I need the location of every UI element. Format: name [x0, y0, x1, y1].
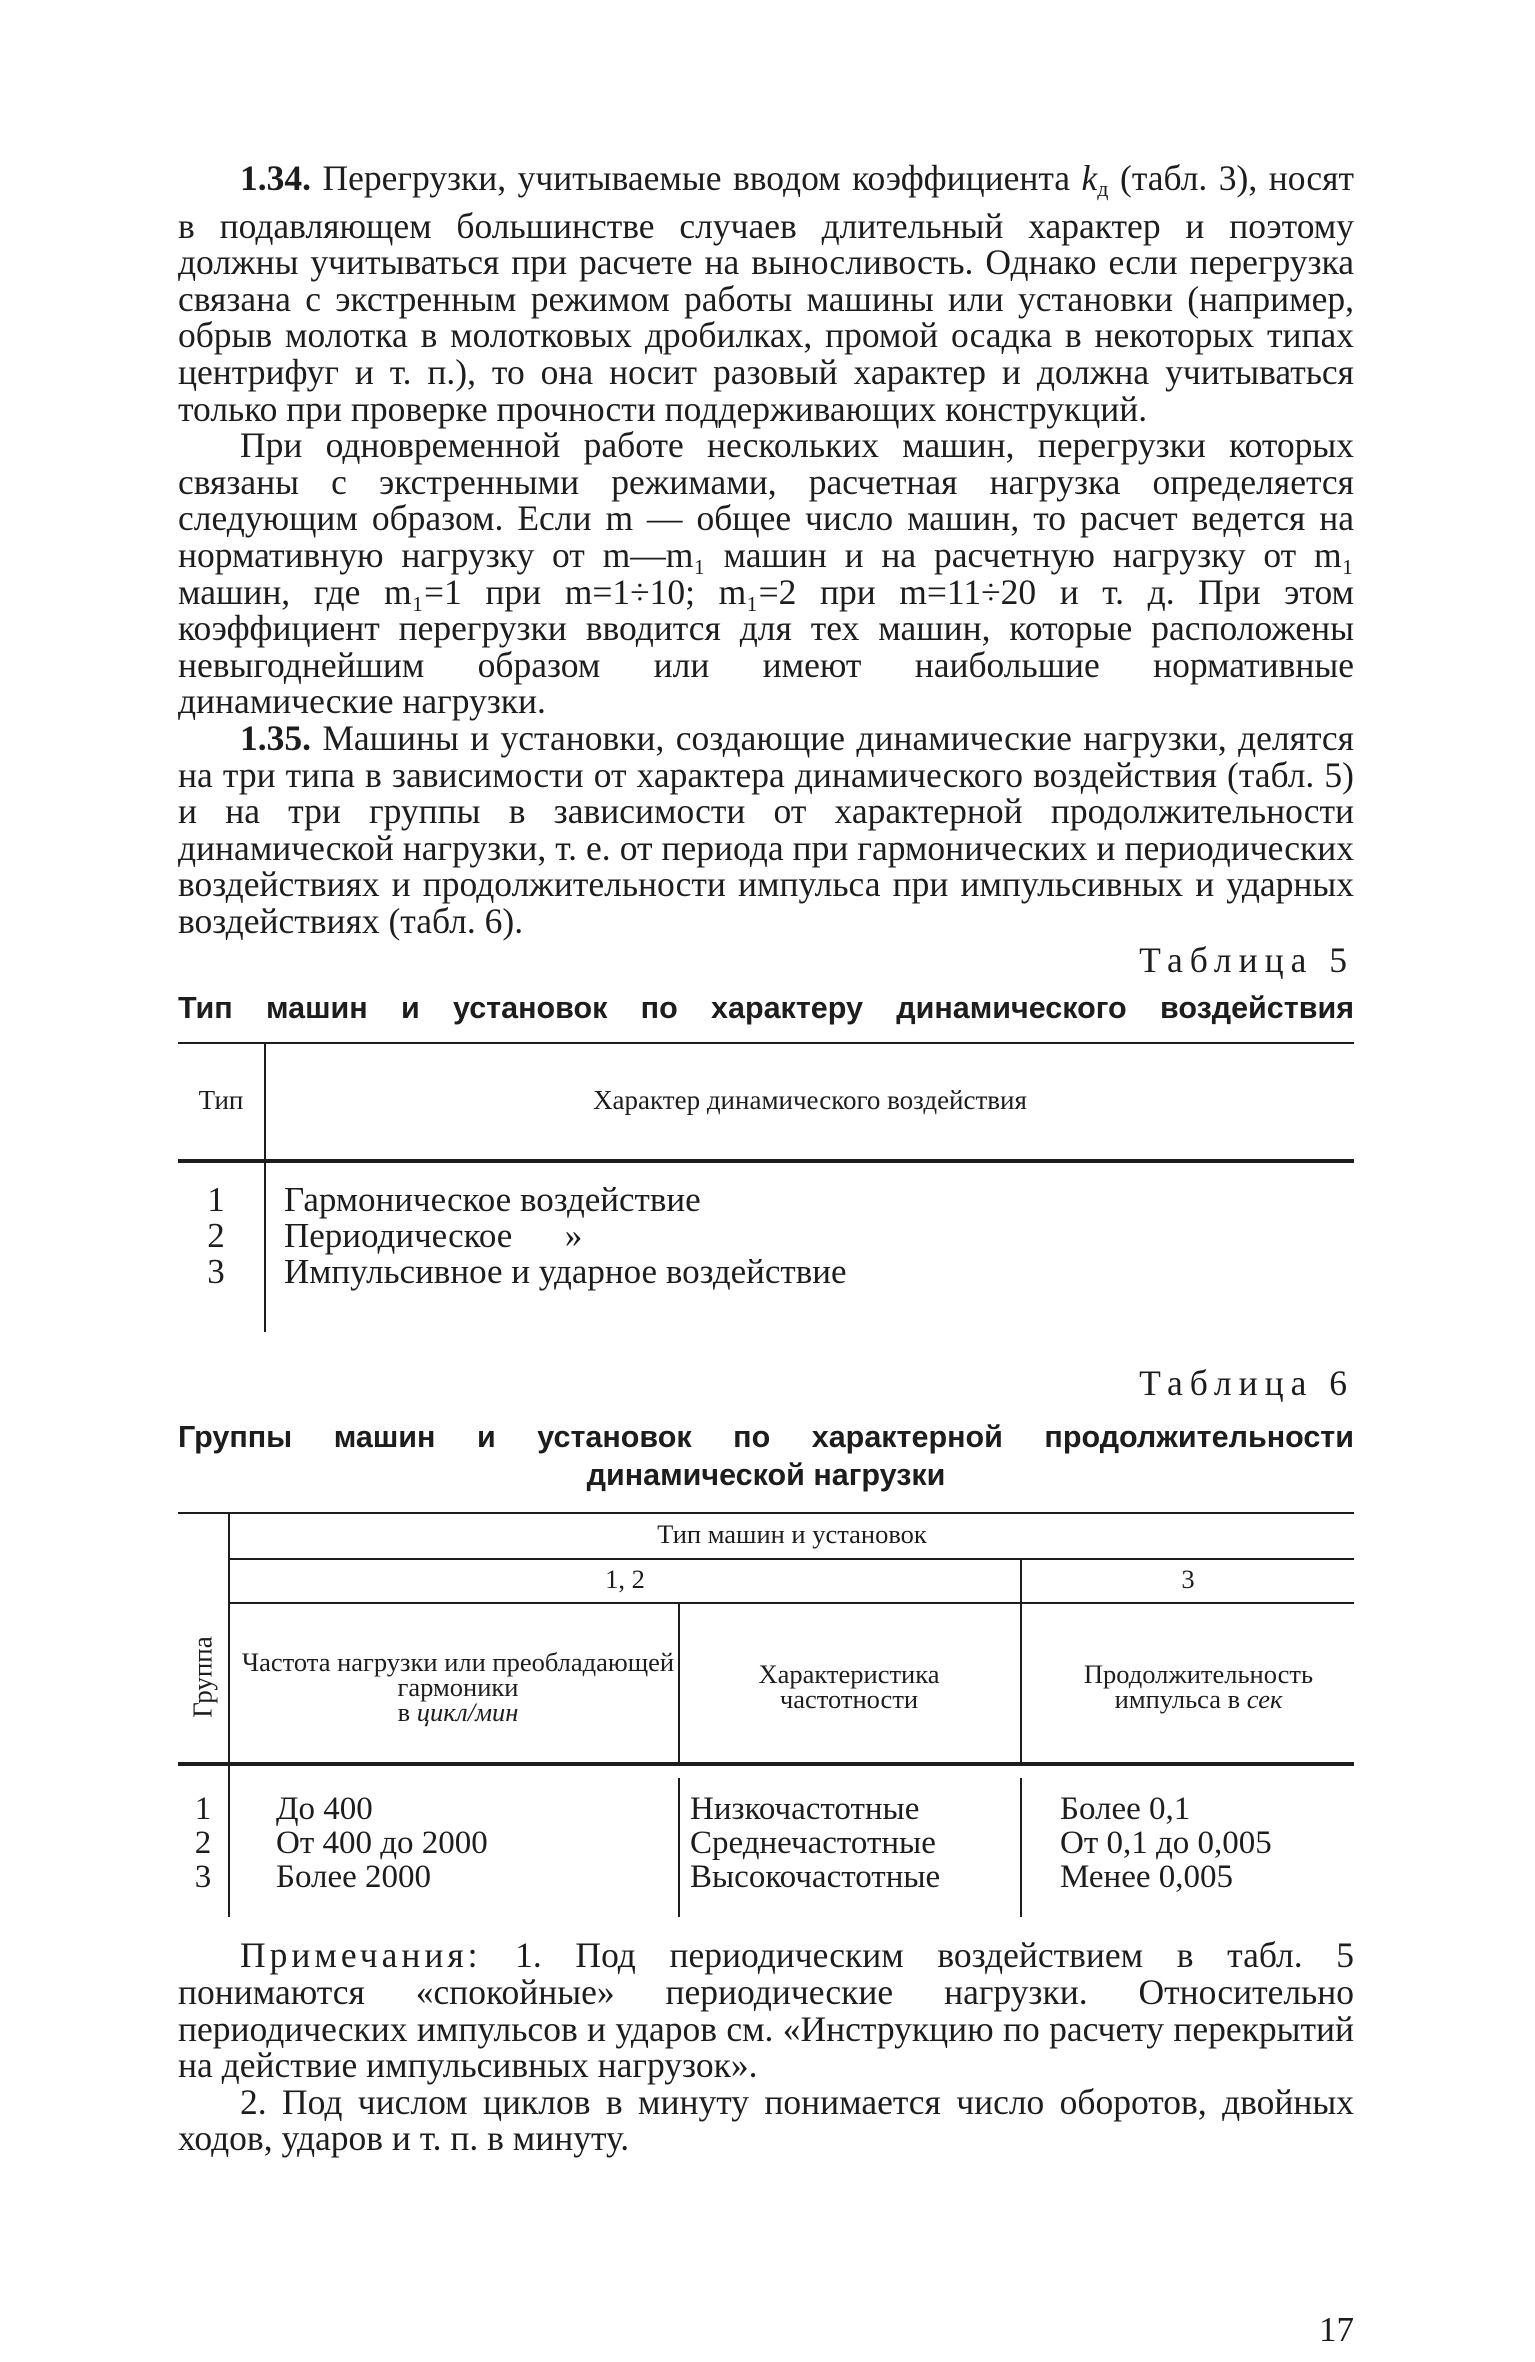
- table6-characteristic-column: Низкочастотные Среднечастотные Высокочастотные: [690, 1791, 941, 1896]
- table6-header-duration: Продолжительность импульса в сек: [1083, 1659, 1314, 1715]
- table6-caption: Таблица 6: [1139, 1363, 1354, 1404]
- table6-header-group: Группа: [187, 1636, 218, 1719]
- table6-group-column: 1 2 3: [194, 1791, 212, 1896]
- clause-number: 1.34.: [240, 158, 311, 198]
- table-row: 1 Гармоническое воздействие: [207, 1180, 701, 1220]
- table6-duration-column: Более 0,1 От 0,1 до 0,005 Менее 0,005: [1060, 1791, 1272, 1896]
- note-1: Примечания: 1. Под периодическим воздействием в табл. 5 понимаются «спокойные» периодические нагрузки. Относительно периодических импульсов и ударов см. «Инструкцию по расчету перекрытий на действие импульсивных нагрузок».: [178, 1935, 1354, 2086]
- paragraph-multiple-machines: При одновременной работе нескольких машин, перегрузки которых связаны с экстренными режимами, расчетная нагрузка определяется следующим образом. Если m — общее число машин, то расчет ведется на нормативную нагрузку от m—m₁ машин и на расчетную нагрузку от m₁ машин, где m₁=1 при m=1÷10; m₁=2 при m=11÷20 и т. д. При этом коэффициент перегрузки вводится для тех машин, которые расположены невыгоднейшим образом или имеют наибольшие нормативные динамические нагрузки.: [178, 425, 1354, 722]
- table5-title: Тип машин и установок по характеру динамического воздействия: [178, 991, 1354, 1026]
- table5-header-type: Тип: [198, 1085, 244, 1116]
- coefficient-symbol: k: [1081, 158, 1098, 198]
- table6-title: Группы машин и установок по характерной продолжительности динамической нагрузки: [178, 1420, 1354, 1493]
- table6-frequency-column: До 400 От 400 до 2000 Более 2000: [276, 1791, 488, 1896]
- table6-header-sub3: 3: [1181, 1564, 1195, 1595]
- table5-caption: Таблица 5: [1139, 940, 1354, 981]
- table5-header-character: Характер динамического воздействия: [593, 1085, 1027, 1116]
- table6-header-characteristic: Характеристика частотности: [758, 1659, 940, 1715]
- note-2: 2. Под числом циклов в минуту понимается число оборотов, двойных ходов, ударов и т. п. в минуту.: [178, 2081, 1354, 2159]
- notes: [178, 1937, 1354, 2157]
- table6-header-frequency: Частота нагрузки или преобладающей гармоники в цикл/мин: [241, 1647, 675, 1728]
- table-row: 2 Периодическое »: [207, 1216, 583, 1256]
- page: [178, 158, 1354, 2349]
- page-number: 17: [1319, 2310, 1354, 2349]
- table6: [178, 1512, 1354, 1917]
- table6-header-type: Тип машин и установок: [657, 1519, 927, 1550]
- paragraph-1-34: 1.34. Перегрузки, учитываемые вводом коэффициента kд (табл. 3), носят в подавляющем большинстве случаев длительный характер и поэтому должны учитываться при расчете на выносливость. Однако если перегрузка связана с экстренным режимом работы машины или установки (например, обрыв молотка в молотковых дробилках, промой осадка в некоторых типах центрифуг и т. п.), то она носит разовый характер и должна учитываться только при проверке прочности поддерживающих конструкций.: [178, 158, 1354, 429]
- paragraph-1-35: 1.35. Машины и установки, создающие динамические нагрузки, делятся на три типа в зависимости от характера динамического воздействия (табл. 5) и на три группы в зависимости от характерной продолжительности динамической нагрузки, т. е. от периода при гармонических и периодических воздействиях и продолжительности импульса при импульсивных и ударных воздействиях (табл. 6).: [178, 717, 1354, 941]
- table-row: 3 Импульсивное и ударное воздействие: [207, 1252, 847, 1292]
- table6-header-sub12: 1, 2: [605, 1564, 645, 1595]
- table5-header-rule: [178, 1159, 1354, 1163]
- table5: [178, 1042, 1354, 1332]
- table5-rows: [178, 1182, 1354, 1290]
- clause-number: 1.35.: [240, 717, 311, 758]
